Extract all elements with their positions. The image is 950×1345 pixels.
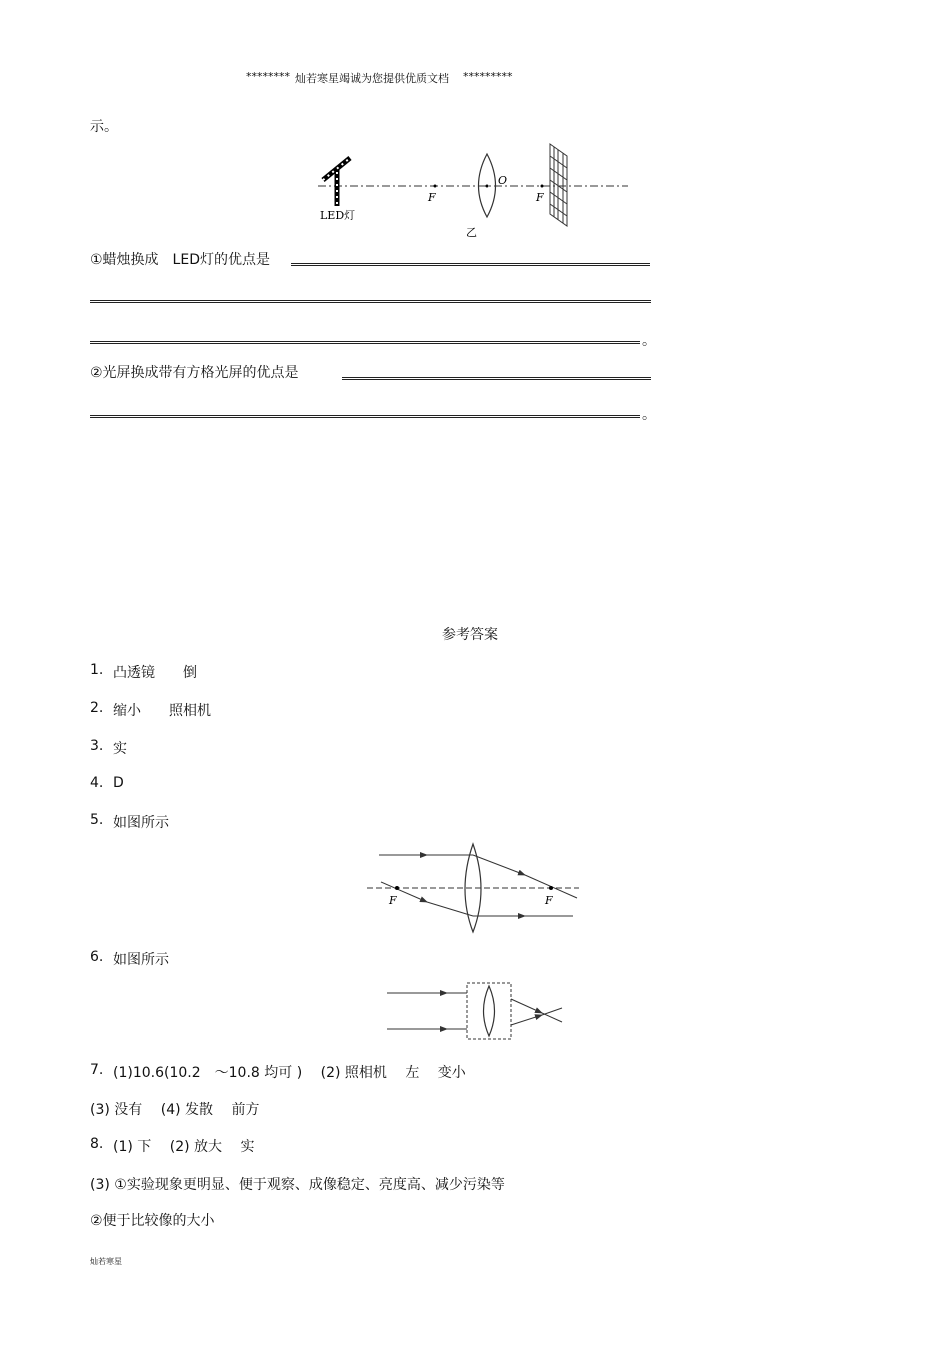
dashed-box <box>467 983 511 1039</box>
header-stars-left: ******** <box>246 70 290 83</box>
refracted-ray-1 <box>473 855 525 875</box>
focus-right-label: F <box>536 191 544 204</box>
led-lamp-icon <box>323 158 350 206</box>
convex-lens-icon <box>484 986 495 1036</box>
answer-8-text: (1) 下 (2) 放大 实 <box>113 1139 255 1155</box>
answer-blank-1b[interactable] <box>90 300 651 303</box>
answer-8-number: 8. <box>90 1136 104 1152</box>
exit-ray-bottom <box>511 1015 542 1025</box>
intro-fragment: 示。 <box>90 119 118 135</box>
answers-title: 参考答案 <box>442 627 498 643</box>
footer-text: 灿若寒星 <box>90 1257 122 1266</box>
grid-screen-icon <box>550 144 567 226</box>
focus-left-label: F <box>428 191 436 204</box>
question-1-prompt: ①蜡烛换成 LED灯的优点是 <box>90 252 270 268</box>
optical-center-dot <box>486 185 489 188</box>
question-1-end: 。 <box>642 333 656 349</box>
answer-6-number: 6. <box>90 949 104 965</box>
ray-diagram-answer-6 <box>382 980 572 1045</box>
exit-ray-top <box>511 999 542 1013</box>
focus-right-dot <box>549 886 553 890</box>
optical-center-label: O <box>498 174 508 187</box>
answer-blank-1a[interactable] <box>291 263 650 266</box>
focus-left-dot <box>434 185 437 188</box>
answer-2-number: 2. <box>90 700 104 716</box>
answer-blank-2a[interactable] <box>342 377 651 380</box>
question-2-end: 。 <box>642 407 656 423</box>
incident-ray-2 <box>381 882 427 902</box>
focus-right-dot <box>541 185 544 188</box>
answer-7-continued: (3) 没有 (4) 发散 前方 <box>90 1102 260 1118</box>
focus-right-label: F <box>545 894 553 907</box>
answer-5-text: 如图所示 <box>113 815 169 831</box>
answer-blank-1c[interactable] <box>90 341 640 344</box>
answer-4-text: D <box>113 775 124 791</box>
question-2-prompt: ②光屏换成带有方格光屏的优点是 <box>90 365 299 381</box>
led-label: LED灯 <box>320 209 356 222</box>
ray-diagram-answer-5 <box>365 840 585 940</box>
answer-3-text: 实 <box>113 741 127 757</box>
answer-5-number: 5. <box>90 812 104 828</box>
lens-setup-figure <box>310 140 640 240</box>
answer-7-number: 7. <box>90 1062 104 1078</box>
answer-1-number: 1. <box>90 662 104 678</box>
header-stars-right: ********* <box>463 70 513 83</box>
focus-left-dot <box>395 886 399 890</box>
answer-8-part3-second: ②便于比较像的大小 <box>90 1213 215 1229</box>
answer-8-part3: (3) ①实验现象更明显、便于观察、成像稳定、亮度高、减少污染等 <box>90 1177 505 1193</box>
answer-4-number: 4. <box>90 775 104 791</box>
answer-7-text: (1)10.6(10.2 ～10.8 均可 ) (2) 照相机 左 变小 <box>113 1065 466 1081</box>
exit-ray-bottom-b <box>542 1008 562 1015</box>
figure-caption: 乙 <box>466 226 477 239</box>
answer-blank-2b[interactable] <box>90 415 640 418</box>
answer-3-number: 3. <box>90 738 104 754</box>
answer-1-text: 凸透镜 倒 <box>113 665 197 681</box>
focus-left-label: F <box>389 894 397 907</box>
header-title: 灿若寒星竭诚为您提供优质文档 <box>295 72 449 85</box>
answer-2-text: 缩小 照相机 <box>113 703 211 719</box>
answer-6-text: 如图所示 <box>113 952 169 968</box>
